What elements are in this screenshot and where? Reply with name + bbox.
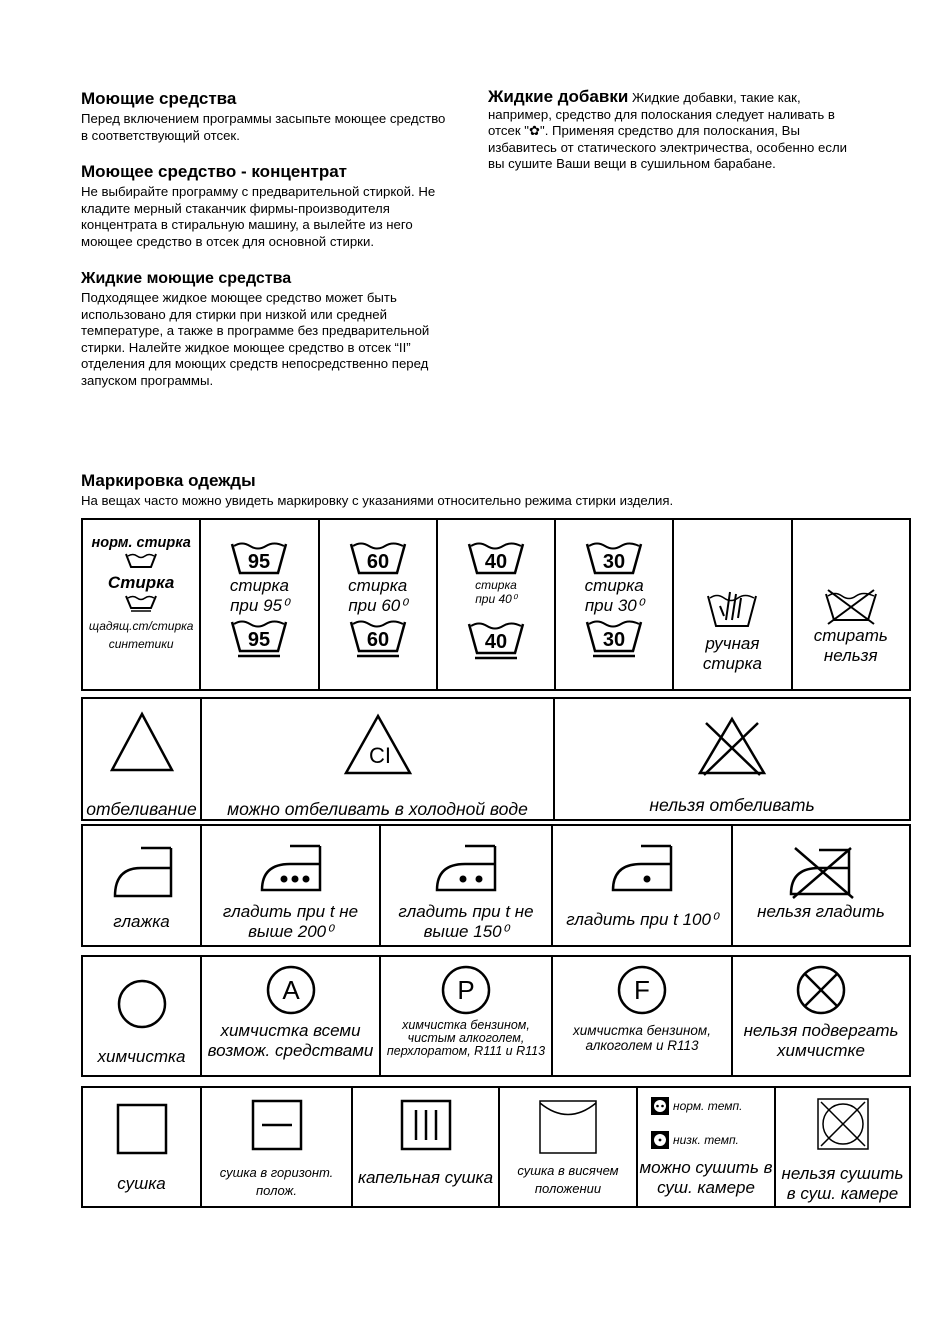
square-icon — [115, 1102, 169, 1156]
label-gentle-1: щадящ.ст/стирка — [88, 619, 194, 633]
triangle-icon — [109, 711, 175, 773]
label-line-dry: сушка в висячем положении — [517, 1163, 619, 1196]
tumble-norm-row — [650, 1096, 774, 1116]
label-no-wash-1: стирать — [813, 626, 888, 645]
label-60-a: стирка — [348, 576, 408, 595]
cell-bleach-cold — [201, 698, 554, 820]
section-title-detergents: Моющие средства — [81, 89, 237, 108]
no-tumble-dry-icon — [815, 1096, 871, 1152]
circle-p-icon — [439, 963, 493, 1017]
label-iron-200: гладить при t не выше 200⁰ — [222, 902, 359, 941]
cell-dry-flat — [201, 1087, 352, 1207]
label-30-a: стирка — [584, 576, 644, 595]
cell-wash-95 — [200, 519, 318, 690]
iron-three-dots-icon — [258, 842, 324, 894]
label-95-a: стирка — [229, 576, 289, 595]
label-no-wash-2: нельзя — [823, 646, 878, 665]
label-bleach: отбеливание — [86, 799, 197, 819]
marking-header — [81, 471, 881, 510]
cell-dry-clean-p — [380, 956, 552, 1076]
label-iron: глажка — [113, 912, 170, 931]
tub-60-icon — [347, 538, 409, 576]
chlorine-label: CI — [368, 743, 391, 768]
section-text-concentrate: Не выбирайте программу с предварительной стиркой. Не кладите мерный стаканчик фирмы-производителя концентрата в стиральную машину, а вылейте из него моющее средство в отсек для основной стирки. — [81, 184, 436, 249]
cell-iron — [82, 825, 201, 946]
label-40-b: при 40⁰ — [475, 592, 517, 606]
square-hang-icon — [537, 1098, 599, 1156]
label-hand-1: ручная — [705, 634, 760, 653]
circle-letter: A — [281, 975, 300, 1005]
tub-40-gentle-icon — [465, 618, 527, 660]
tub-temp: 40 — [484, 631, 508, 653]
label-dry-clean-f: химчистка бензином, алкоголем и R113 — [573, 1023, 711, 1053]
label-60-b: при 60⁰ — [348, 596, 408, 615]
tub-temp: 30 — [603, 629, 626, 651]
cell-dry — [82, 1087, 201, 1207]
section-text-liquid: Подходящее жидкое моющее средство может быть использовано для стирки при низкой или средней температуре, а также в программе без предварительной стирки. Налейте жидкое моющее средство в отсек “II” отделения для моющих средств непосредственно перед запуском программы. — [81, 290, 430, 388]
label-drip-dry: капельная сушка — [357, 1168, 494, 1187]
tub-temp: 95 — [248, 551, 271, 573]
section-text-detergents: Перед включением программы засыпьте моющее средство в соответствующий отсек. — [81, 111, 446, 143]
section-title-liquid: Жидкие моющие средства — [81, 270, 292, 287]
label-low-temp: низк. темп. — [673, 1133, 739, 1147]
table-dry-cleaning — [81, 955, 911, 1077]
cell-wash-modes — [82, 519, 200, 690]
label-iron-100: гладить при t 100⁰ — [566, 910, 718, 929]
cell-wash-30 — [555, 519, 673, 690]
tub-95-gentle-icon — [228, 616, 290, 658]
no-bleach-icon — [692, 713, 772, 777]
cell-iron-200 — [201, 825, 380, 946]
tub-95-icon — [228, 538, 290, 576]
no-iron-icon — [785, 844, 857, 900]
iron-one-dot-icon — [609, 842, 675, 894]
section-text-additives: Жидкие добавки, такие как, например, средство для полоскания следует наливать в отсек "✿". Применяя средство для полоскания, Вы избавитесь от статического электричества, особенно если вы сушите Ваши вещи в сушильном барабане. — [488, 90, 848, 171]
section-title-concentrate: Моющее средство - концентрат — [81, 162, 347, 181]
hand-wash-icon — [704, 586, 760, 632]
iron-two-dots-icon — [433, 842, 499, 894]
cell-drip-dry — [352, 1087, 499, 1207]
tub-40-icon — [465, 538, 527, 576]
label-bleach-cold: можно отбеливать в холодной воде — [227, 799, 528, 819]
label-iron-150: гладить при t не выше 150⁰ — [398, 902, 534, 941]
tub-temp: 60 — [366, 551, 389, 573]
cell-no-tumble-dry — [775, 1087, 910, 1207]
cell-wash-40 — [437, 519, 555, 690]
cell-wash-60 — [319, 519, 437, 690]
cell-no-dry-clean — [732, 956, 910, 1076]
table-bleaching — [81, 697, 911, 821]
cell-no-bleach — [554, 698, 910, 820]
iron-icon — [111, 844, 173, 900]
tub-60-gentle-icon — [347, 616, 409, 658]
label-norm-temp: норм. темп. — [673, 1099, 743, 1113]
cell-iron-100 — [552, 825, 732, 946]
section-title-additives: Жидкие добавки — [488, 87, 629, 106]
circle-f-icon — [615, 963, 669, 1017]
label-dry: сушка — [117, 1174, 166, 1193]
marking-intro: На вещах часто можно увидеть маркировку с указаниями относительно режима стирки изделия. — [81, 493, 674, 508]
right-column — [488, 89, 860, 173]
triangle-cl-icon — [342, 713, 414, 777]
tub-temp: 30 — [603, 551, 626, 573]
tub-temp: 95 — [248, 629, 271, 651]
tub-gentle-icon — [124, 593, 158, 613]
square-drip-icon — [399, 1098, 453, 1152]
label-tumble-dry: можно сушить в суш. камере — [639, 1158, 773, 1197]
label-no-iron: нельзя гладить — [757, 902, 885, 921]
tumble-low-row — [650, 1130, 774, 1150]
circle-letter: F — [634, 975, 650, 1005]
cell-no-iron — [732, 825, 910, 946]
circle-letter: P — [457, 975, 475, 1005]
label-dry-clean: химчистка — [97, 1047, 186, 1066]
square-flat-icon — [250, 1098, 304, 1152]
no-wash-icon — [820, 586, 882, 626]
tub-icon — [124, 551, 158, 569]
table-drying — [81, 1086, 911, 1208]
cell-dry-clean — [82, 956, 201, 1076]
table-ironing — [81, 824, 911, 947]
table-washing — [81, 518, 911, 691]
cell-dry-clean-f — [552, 956, 732, 1076]
tub-30-gentle-icon — [583, 616, 645, 658]
label-norm-wash: норм. стирка — [91, 535, 191, 551]
label-gentle-2: синтетики — [108, 637, 174, 651]
cell-hand-wash — [673, 519, 791, 690]
circle-icon — [115, 977, 169, 1031]
tumble-low-icon — [650, 1130, 670, 1150]
circle-a-icon — [264, 963, 318, 1017]
label-dry-clean-p: химчистка бензином, чистым алкоголем, перхлоратом, R111 и R113 — [386, 1018, 546, 1058]
label-dry-clean-a: химчистка всеми возмож. средствами — [207, 1021, 374, 1060]
cell-line-dry — [499, 1087, 637, 1207]
cell-dry-clean-a — [201, 956, 380, 1076]
tumble-norm-icon — [650, 1096, 670, 1116]
label-no-tumble-dry: нельзя сушить в суш. камере — [781, 1164, 904, 1203]
cell-no-wash — [792, 519, 910, 690]
cell-tumble-dry — [637, 1087, 775, 1207]
tub-30-icon — [583, 538, 645, 576]
tub-temp: 60 — [366, 629, 389, 651]
label-dry-flat: сушка в горизонт. полож. — [219, 1165, 334, 1198]
cell-iron-150 — [380, 825, 552, 946]
tub-temp: 40 — [484, 551, 508, 573]
label-30-b: при 30⁰ — [584, 596, 644, 615]
section-liquid-additives — [488, 89, 860, 173]
label-no-dry-clean: нельзя подвергать химчистке — [743, 1021, 899, 1060]
label-no-bleach: нельзя отбеливать — [649, 795, 815, 815]
label-hand-2: стирка — [702, 654, 762, 673]
label-95-b: при 95⁰ — [230, 596, 289, 615]
marking-title: Маркировка одежды — [81, 471, 256, 490]
label-wash: Стирка — [107, 573, 175, 592]
left-column — [81, 89, 453, 389]
cell-bleach — [82, 698, 201, 820]
label-40-a: стирка — [475, 578, 517, 592]
no-dry-clean-icon — [794, 963, 848, 1017]
